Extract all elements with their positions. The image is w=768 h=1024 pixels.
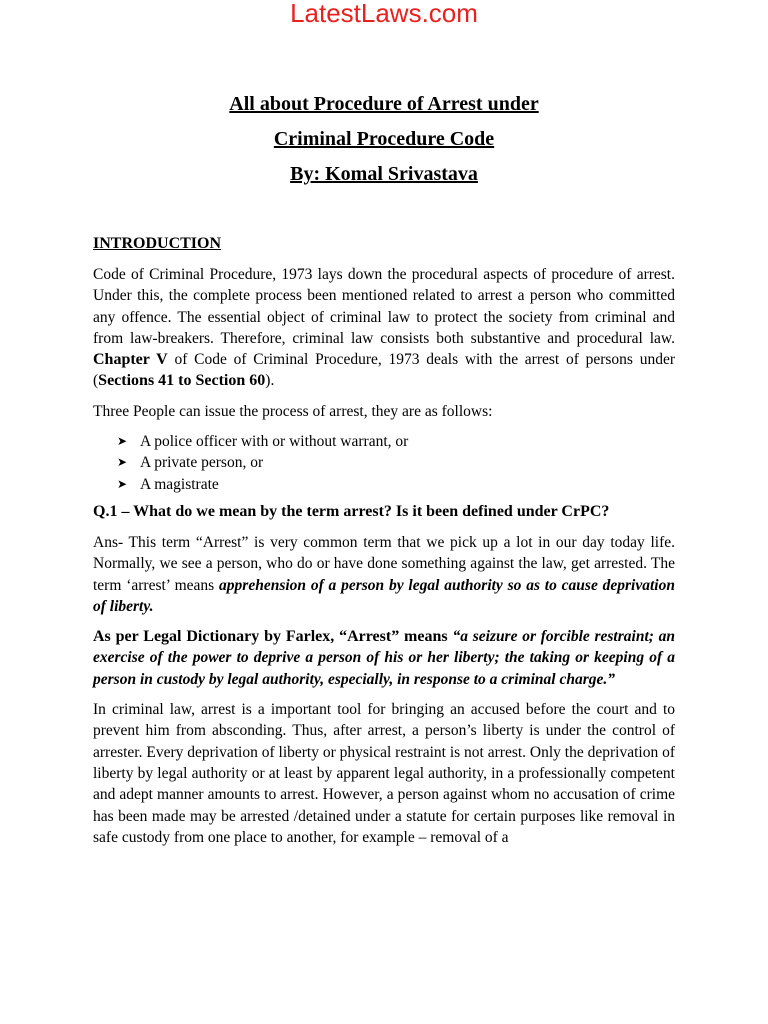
answer-1-paragraph: [93, 532, 675, 617]
document-title-line-2: Criminal Procedure Code: [273, 128, 495, 150]
arrest-issuers-list: [93, 431, 675, 495]
arrest-issuers-intro: Three People can issue the process of arrest, they are as follows:: [93, 402, 493, 420]
list-item: [117, 431, 675, 452]
sections-reference: Sections 41 to Section 60: [98, 372, 266, 390]
site-brand-header: LatestLaws.com: [290, 0, 478, 28]
chapter-reference: Chapter V: [93, 351, 168, 369]
answer-text: Ans- This term “Arrest” is very common term that we pick up a lot in our day today life. Normally, we see a person, who do or have done something against the law, get arrested. The term ‘arrest’ means: [93, 533, 675, 594]
introduction-paragraph: [93, 264, 675, 392]
farlex-quote: “a seizure or forcible restraint; an exercise of the power to deprive a person of his or her liberty; the taking or keeping of a person in custody by legal authority, especially, in response to a criminal charge.”: [93, 628, 676, 688]
document-title-line-1: All about Procedure of Arrest under: [229, 93, 539, 115]
list-item: [117, 452, 675, 473]
farlex-definition-paragraph: [93, 626, 675, 690]
list-item: [117, 474, 675, 495]
introduction-heading: INTRODUCTION: [93, 235, 222, 252]
arrowhead-bullet-icon: ➤: [117, 476, 128, 491]
intro-text-c: ).: [265, 372, 275, 390]
intro-text-b: of Code of Criminal Procedure, 1973 deals with the arrest of persons under (: [93, 351, 675, 390]
document-body: [93, 233, 675, 857]
intro-text-a: Code of Criminal Procedure, 1973 lays down the procedural aspects of procedure of arrest. Under this, the complete process been mentioned related to arrest a person who committed any offence. The essential object of criminal law to protect the society from criminal and from law-breakers. Therefore, criminal law consists both substantive and procedural law.: [93, 266, 675, 347]
question-1: Q.1 – What do we mean by the term arrest? Is it been defined under CrPC?: [93, 502, 610, 520]
criminal-law-paragraph: In criminal law, arrest is a important tool for bringing an accused before the court and to prevent him from absconding. Thus, after arrest, a person’s liberty is under the control of arrester. Every deprivation of liberty or physical restraint is not arrest. Only the deprivation of liberty by legal authority or at least by apparent legal authority, in a professionally competent and adept manner amounts to arrest. However, a person against whom no accusation of crime has been made may be arrested /detained under a statute for certain purposes like removal in safe custody from one place to another, for example – removal of a: [93, 701, 675, 846]
farlex-lead-text: As per Legal Dictionary by Farlex, “Arrest” means: [93, 628, 453, 646]
arrest-definition: apprehension of a person by legal authority so as to cause deprivation of liberty.: [93, 576, 675, 615]
document-author-line: By: Komal Srivastava: [290, 163, 478, 185]
document-title-block: [0, 87, 768, 192]
list-item-text: A private person, or: [140, 454, 264, 472]
list-item-text: A police officer with or without warrant, or: [140, 433, 409, 451]
arrowhead-bullet-icon: ➤: [117, 455, 128, 470]
list-item-text: A magistrate: [140, 475, 219, 493]
arrowhead-bullet-icon: ➤: [117, 434, 128, 449]
